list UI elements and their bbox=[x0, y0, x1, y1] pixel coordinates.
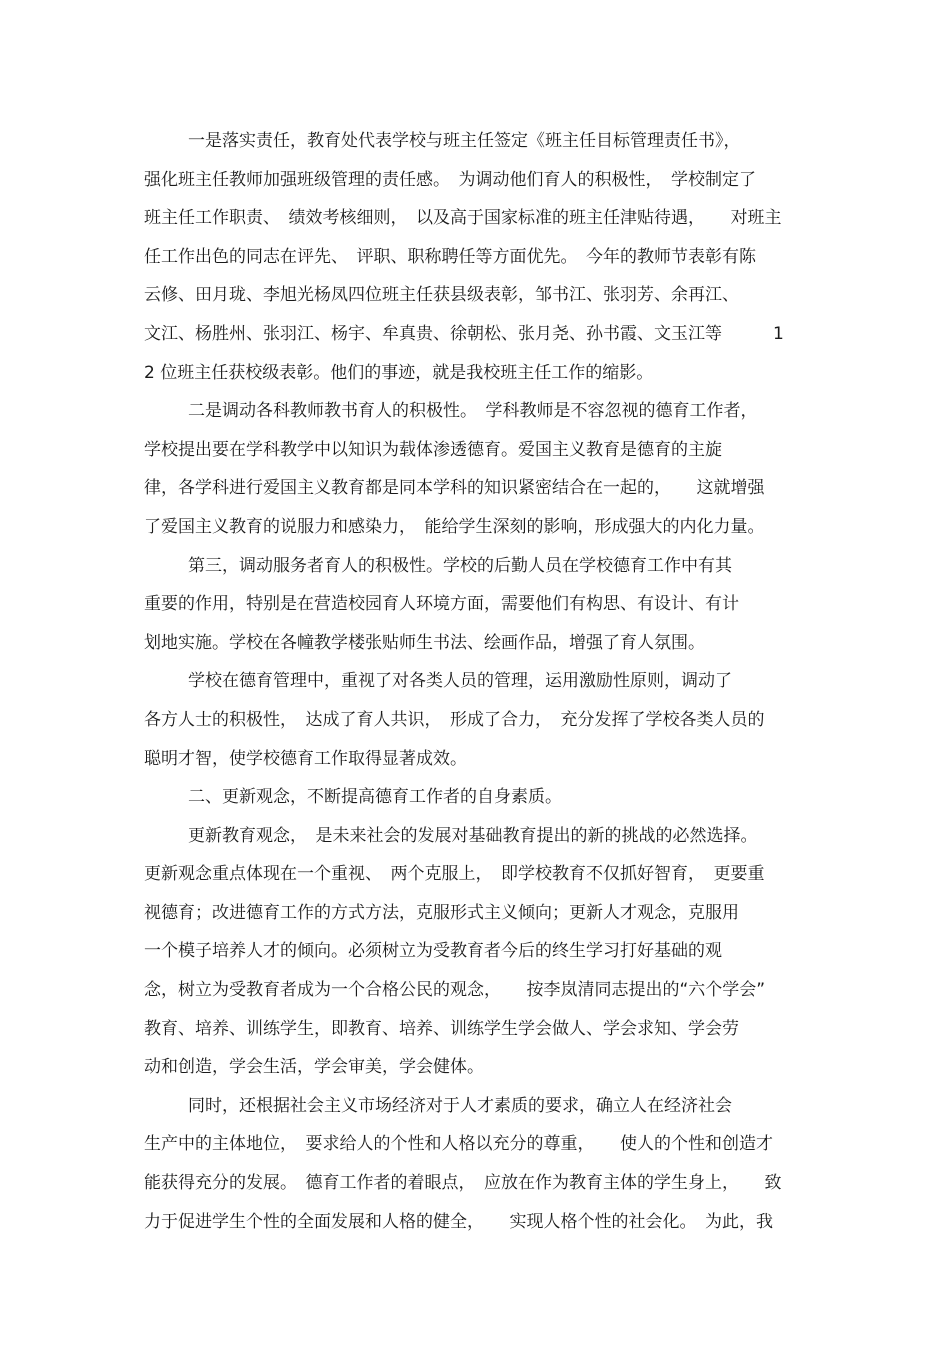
text-line: 重要的作用，特别是在营造校园育人环境方面，需要他们有构思、有设计、有计 bbox=[144, 594, 739, 615]
text-line: 云修、田月珑、李旭光杨凤四位班主任获县级表彰，邹书江、张羽芳、余再江、 bbox=[144, 285, 739, 306]
text-line: 2 位班主任获校级表彰。他们的事迹，就是我校班主任工作的缩影。 bbox=[144, 362, 654, 383]
text-line: 班主任工作职责、 绩效考核细则， 以及高于国家标准的班主任津贴待遇， 对班主 bbox=[144, 208, 782, 229]
text-line: 律，各学科进行爱国主义教育都是同本学科的知识紧密结合在一起的， 这就增强 bbox=[144, 478, 765, 499]
text-line: 学校在德育管理中，重视了对各类人员的管理，运用激励性原则，调动了 bbox=[188, 671, 732, 692]
text-line: 动和创造，学会生活，学会审美，学会健体。 bbox=[144, 1057, 484, 1078]
paragraph bbox=[144, 662, 814, 778]
text-line: 更新教育观念， 是未来社会的发展对基础教育提出的新的挑战的必然选择。 bbox=[188, 825, 758, 846]
text-line: 更新观念重点体现在一个重视、 两个克服上， 即学校教育不仅抓好智育， 更要重 bbox=[144, 864, 765, 885]
paragraph bbox=[144, 1087, 814, 1241]
paragraph bbox=[144, 547, 814, 663]
text-line: 念，树立为受教育者成为一个合格公民的观念， 按李岚清同志提出的“六个学会” bbox=[144, 980, 766, 1001]
text-line: 文江、杨胜州、张羽江、杨宇、牟真贵、徐朝松、张月尧、孙书霞、文玉江等 1 bbox=[144, 323, 784, 344]
paragraph bbox=[144, 817, 814, 1087]
text-line: 二、更新观念，不断提高德育工作者的自身素质。 bbox=[188, 787, 562, 808]
text-line: 力于促进学生个性的全面发展和人格的健全， 实现人格个性的社会化。 为此，我 bbox=[144, 1211, 773, 1232]
text-line: 教育、培养、训练学生，即教育、培养、训练学生学会做人、学会求知、学会劳 bbox=[144, 1018, 739, 1039]
text-line: 第三，调动服务者育人的积极性。学校的后勤人员在学校德育工作中有其 bbox=[188, 555, 732, 576]
text-line: 一是落实责任，教育处代表学校与班主任签定《班主任目标管理责任书》， bbox=[188, 131, 741, 151]
text-line: 聪明才智，使学校德育工作取得显著成效。 bbox=[144, 748, 467, 769]
text-line: 划地实施。学校在各幢教学楼张贴师生书法、绘画作品，增强了育人氛围。 bbox=[144, 632, 705, 653]
paragraph bbox=[144, 392, 814, 546]
text-line: 学校提出要在学科教学中以知识为载体渗透德育。爱国主义教育是德育的主旋 bbox=[144, 439, 722, 460]
text-line: 强化班主任教师加强班级管理的责任感。 为调动他们育人的积极性， 学校制定了 bbox=[144, 169, 756, 190]
text-line: 能获得充分的发展。 德育工作者的着眼点， 应放在作为教育主体的学生身上， 致 bbox=[144, 1173, 782, 1194]
text-line: 视德育；改进德育工作的方式方法，克服形式主义倾向；更新人才观念，克服用 bbox=[144, 902, 739, 923]
text-line: 各方人士的积极性， 达成了育人共识， 形成了合力， 充分发挥了学校各类人员的 bbox=[144, 709, 765, 730]
text-line: 二是调动各科教师教书育人的积极性。 学科教师是不容忽视的德育工作者， bbox=[188, 401, 758, 422]
text-line: 了爱国主义教育的说服力和感染力， 能给学生深刻的影响，形成强大的内化力量。 bbox=[144, 516, 765, 537]
paragraph bbox=[144, 122, 814, 392]
text-line: 生产中的主体地位， 要求给人的个性和人格以充分的尊重， 使人的个性和创造才 bbox=[144, 1134, 773, 1155]
text-line: 同时，还根据社会主义市场经济对于人才素质的要求，确立人在经济社会 bbox=[188, 1095, 732, 1116]
document-body bbox=[144, 122, 814, 1241]
text-line: 任工作出色的同志在评先、 评职、职称聘任等方面优先。 今年的教师节表彰有陈 bbox=[144, 246, 756, 267]
text-line: 一个模子培养人才的倾向。必须树立为受教育者今后的终生学习打好基础的观 bbox=[144, 941, 722, 962]
section-heading bbox=[144, 778, 814, 817]
